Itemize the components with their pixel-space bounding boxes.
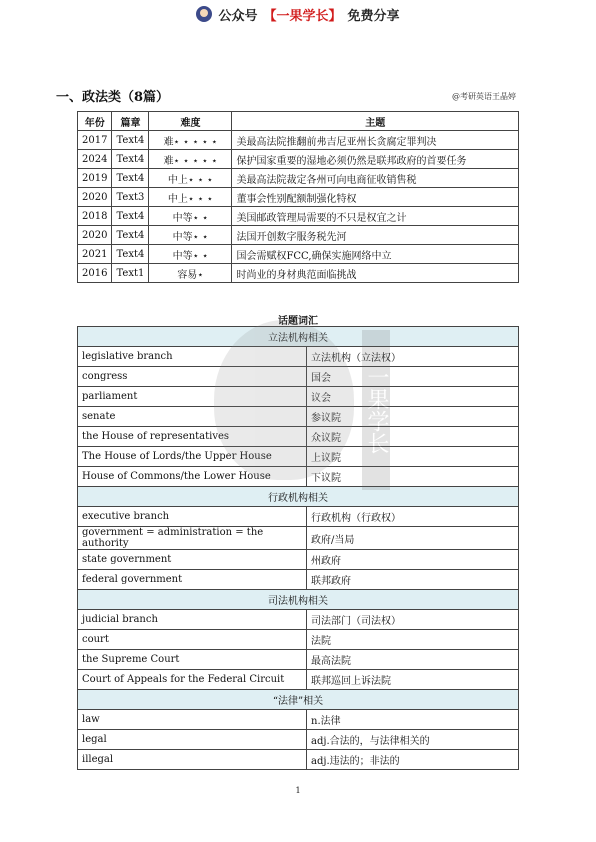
term-en: legal	[78, 730, 307, 750]
term-en: government = administration = the authority	[78, 527, 307, 550]
year-cell: 2020	[78, 226, 112, 245]
table-row	[78, 347, 519, 367]
term-en: the House of representatives	[78, 427, 307, 447]
topic-cell: 美最高法院推翻前弗吉尼亚州长贪腐定罪判决	[232, 131, 519, 150]
term-en: The House of Lords/the Upper House	[78, 447, 307, 467]
year-cell: 2021	[78, 245, 112, 264]
term-zh: 联邦巡回上诉法院	[307, 670, 519, 690]
term-en: court	[78, 630, 307, 650]
difficulty-cell: 难⋆ ⋆ ⋆ ⋆ ⋆	[149, 150, 232, 169]
topic-cell: 美国邮政管理局需要的不只是权宜之计	[232, 207, 519, 226]
table-row	[78, 387, 519, 407]
table-row	[78, 710, 519, 730]
year-cell: 2018	[78, 207, 112, 226]
table-row	[78, 610, 519, 630]
watermark-text: 一果学长	[362, 330, 390, 490]
author-credit: @考研英语王晶婷	[452, 92, 516, 101]
category-law: “法律”相关	[78, 690, 519, 710]
term-en: Court of Appeals for the Federal Circuit	[78, 670, 307, 690]
table-row	[78, 730, 519, 750]
term-en: judicial branch	[78, 610, 307, 630]
category-row	[78, 690, 519, 710]
category-row	[78, 487, 519, 507]
table-row	[78, 670, 519, 690]
term-zh: 众议院	[307, 427, 519, 447]
table-row	[78, 245, 519, 264]
term-zh: 联邦政府	[307, 570, 519, 590]
difficulty-cell: 中上⋆ ⋆ ⋆	[149, 169, 232, 188]
term-en: House of Commons/the Lower House	[78, 467, 307, 487]
term-zh: 行政机构（行政权）	[307, 507, 519, 527]
table-header-row	[78, 112, 519, 131]
text-cell: Text4	[112, 169, 149, 188]
top-banner	[0, 0, 596, 28]
term-en: executive branch	[78, 507, 307, 527]
term-zh: adj.合法的，与法律相关的	[307, 730, 519, 750]
table-row	[78, 650, 519, 670]
table-row	[78, 150, 519, 169]
table-row	[78, 447, 519, 467]
table-row	[78, 570, 519, 590]
page-number: 1	[295, 786, 301, 795]
table-row	[78, 467, 519, 487]
vocab-title: 话题词汇	[278, 316, 318, 327]
difficulty-cell: 中上⋆ ⋆ ⋆	[149, 188, 232, 207]
term-zh: 法院	[307, 630, 519, 650]
banner-suffix: 免费分享	[347, 8, 400, 24]
term-zh: 议会	[307, 387, 519, 407]
table-row	[78, 264, 519, 283]
table-row	[78, 367, 519, 387]
text-cell: Text4	[112, 207, 149, 226]
topic-cell: 时尚业的身材典范面临挑战	[232, 264, 519, 283]
table-row	[78, 750, 519, 770]
avatar-logo-icon	[196, 6, 212, 22]
header-topic: 主题	[232, 112, 519, 131]
term-zh: 州政府	[307, 550, 519, 570]
term-zh: 上议院	[307, 447, 519, 467]
category-row	[78, 590, 519, 610]
difficulty-cell: 中等⋆ ⋆	[149, 207, 232, 226]
section-heading: 一、政法类（8篇）	[56, 90, 170, 105]
term-en: congress	[78, 367, 307, 387]
topic-cell: 美最高法院裁定各州可向电商征收销售税	[232, 169, 519, 188]
header-difficulty: 难度	[149, 112, 232, 131]
term-zh: 参议院	[307, 407, 519, 427]
article-table	[77, 111, 519, 283]
topic-cell: 国会需赋权FCC,确保实施网络中立	[232, 245, 519, 264]
category-row	[78, 327, 519, 347]
text-cell: Text3	[112, 188, 149, 207]
term-zh: 立法机构（立法权）	[307, 347, 519, 367]
term-zh: 司法部门（司法权）	[307, 610, 519, 630]
term-zh: 最高法院	[307, 650, 519, 670]
topic-cell: 董事会性别配额制强化特权	[232, 188, 519, 207]
table-row	[78, 550, 519, 570]
term-zh: 政府/当局	[307, 527, 519, 550]
term-en: the Supreme Court	[78, 650, 307, 670]
table-row	[78, 527, 519, 550]
term-en: legislative branch	[78, 347, 307, 367]
table-row	[78, 630, 519, 650]
term-zh: n.法律	[307, 710, 519, 730]
term-en: law	[78, 710, 307, 730]
table-row	[78, 226, 519, 245]
difficulty-cell: 难⋆ ⋆ ⋆ ⋆ ⋆	[149, 131, 232, 150]
text-cell: Text4	[112, 150, 149, 169]
difficulty-cell: 中等⋆ ⋆	[149, 245, 232, 264]
term-en: senate	[78, 407, 307, 427]
table-row	[78, 207, 519, 226]
banner-prefix: 公众号	[218, 8, 258, 24]
table-row	[78, 507, 519, 527]
year-cell: 2020	[78, 188, 112, 207]
term-en: state government	[78, 550, 307, 570]
term-zh: 下议院	[307, 467, 519, 487]
table-row	[78, 131, 519, 150]
header-text: 篇章	[112, 112, 149, 131]
text-cell: Text4	[112, 131, 149, 150]
difficulty-cell: 容易⋆	[149, 264, 232, 283]
text-cell: Text1	[112, 264, 149, 283]
table-row	[78, 188, 519, 207]
category-legislative: 立法机构相关	[78, 327, 519, 347]
year-cell: 2016	[78, 264, 112, 283]
topic-cell: 保护国家重要的湿地必须仍然是联邦政府的首要任务	[232, 150, 519, 169]
term-en: parliament	[78, 387, 307, 407]
term-en: illegal	[78, 750, 307, 770]
table-row	[78, 169, 519, 188]
header-year: 年份	[78, 112, 112, 131]
banner-brand: 【一果学长】	[263, 8, 342, 24]
year-cell: 2017	[78, 131, 112, 150]
table-row	[78, 427, 519, 447]
text-cell: Text4	[112, 226, 149, 245]
difficulty-cell: 中等⋆ ⋆	[149, 226, 232, 245]
table-row	[78, 407, 519, 427]
vocab-table	[77, 326, 519, 770]
category-executive: 行政机构相关	[78, 487, 519, 507]
text-cell: Text4	[112, 245, 149, 264]
term-zh: 国会	[307, 367, 519, 387]
topic-cell: 法国开创数字服务税先河	[232, 226, 519, 245]
term-en: federal government	[78, 570, 307, 590]
year-cell: 2019	[78, 169, 112, 188]
year-cell: 2024	[78, 150, 112, 169]
term-zh: adj.违法的；非法的	[307, 750, 519, 770]
category-judicial: 司法机构相关	[78, 590, 519, 610]
